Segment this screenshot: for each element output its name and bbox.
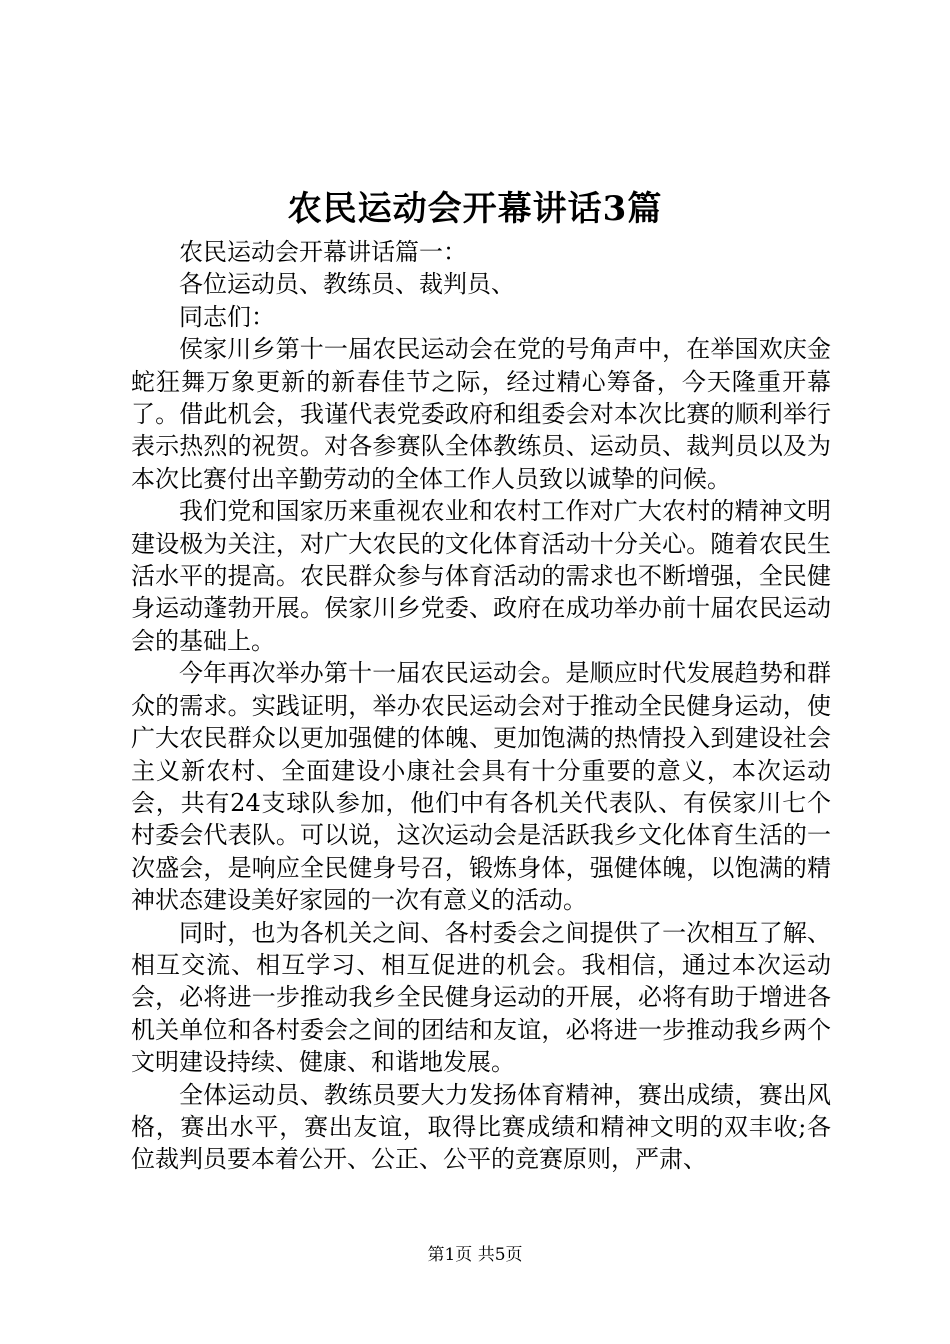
paragraph-greeting: 同志们：: [179, 302, 275, 331]
paragraph: 侯家川乡第十一届农民运动会在党的号角声中，在举国欢庆金蛇狂舞万象更新的新春佳节之际，经过精心筹备，今天隆重开幕了。借此机会，我谨代表党委政府和组委会对本次比赛的顺利举行表示热烈的祝贺。对各参赛队全体教练员、运动员、裁判员以及为本次比赛付出辛勤劳动的全体工作人员致以诚挚的问候。: [131, 335, 831, 493]
document-title: 农民运动会开幕讲话3篇: [287, 189, 663, 229]
paragraph: 我们党和国家历来重视农业和农村工作对广大农村的精神文明建设极为关注，对广大农民的文化体育活动十分关心。随着农民生活水平的提高。农民群众参与体育活动的需求也不断增强，全民健身运动蓬勃开展。侯家川乡党委、政府在成功举办前十届农民运动会的基础上。: [131, 497, 831, 655]
paragraph-salutation: 各位运动员、教练员、裁判员、: [179, 270, 515, 299]
document-body: [131, 236, 831, 1176]
paragraph: 全体运动员、教练员要大力发扬体育精神，赛出成绩，赛出风格，赛出水平，赛出友谊，取得比赛成绩和精神文明的双丰收;各位裁判员要本着公开、公正、公平的竞赛原则，严肃、: [131, 1080, 831, 1174]
paragraph-heading: 农民运动会开幕讲话篇一：: [179, 238, 467, 266]
paragraph: 今年再次举办第十一届农民运动会。是顺应时代发展趋势和群众的需求。实践证明，举办农民运动会对于推动全民健身运动，使广大农民群众以更加强健的体魄、更加饱满的热情投入到建设社会主义新农村、全面建设小康社会具有十分重要的意义，本次运动会，共有24支球队参加，他们中有各机关代表队、有侯家川七个村委会代表队。可以说，这次运动会是活跃我乡文化体育生活的一次盛会，是响应全民健身号召，锻炼身体，强健体魄，以饱满的精神状态建设美好家园的一次有意义的活动。: [131, 659, 831, 915]
paragraph: 同时，也为各机关之间、各村委会之间提供了一次相互了解、相互交流、相互学习、相互促进的机会。我相信，通过本次运动会，必将进一步推动我乡全民健身运动的开展，必将有助于增进各机关单位和各村委会之间的团结和友谊，必将进一步推动我乡两个文明建设持续、健康、和谐地发展。: [131, 918, 831, 1077]
page-number-footer: 第1页 共5页: [427, 1245, 523, 1265]
